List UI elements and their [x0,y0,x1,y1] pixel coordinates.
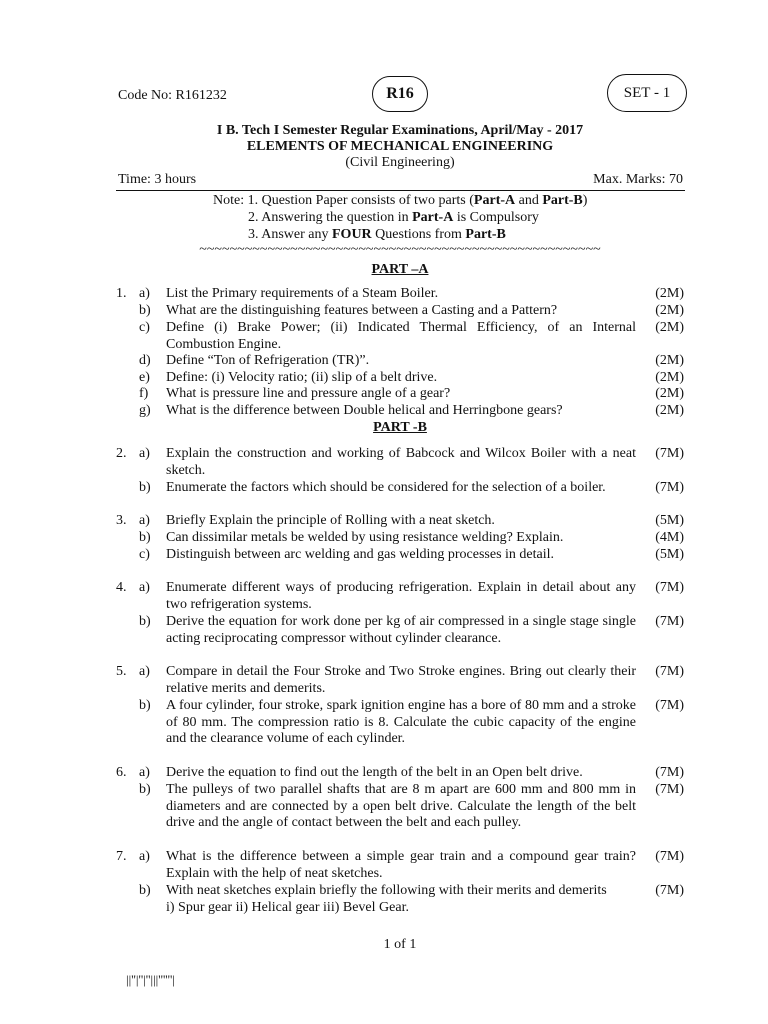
question-text: Define: (i) Velocity ratio; (ii) slip of a belt drive. [166,370,438,385]
question-number: 2. [116,446,127,461]
question-text: Briefly Explain the principle of Rolling with a neat sketch. [166,513,495,528]
question-marks: (7M) [655,883,684,898]
question-text: Explain the construction and working of Babcock and Wilcox Boiler with a neat sketch. [166,446,636,478]
sub-question-label: a) [139,580,150,595]
question-text: What is the difference between a simple gear train and a compound gear train? Explain with the help of neat sketches. [166,849,636,881]
note-line-1: Note: 1. Question Paper consists of two parts (Part-A and Part-B) [213,193,588,208]
question-marks: (2M) [655,303,684,318]
question-text: Compare in detail the Four Stroke and Two Stroke engines. Bring out clearly their relative merits and demerits. [166,664,636,696]
branch-title: (Civil Engineering) [345,155,455,170]
exam-duration: Time: 3 hours [118,172,197,187]
sub-question-label: a) [139,446,150,461]
sub-question-label: a) [139,765,150,780]
question-text: Enumerate the factors which should be considered for the selection of a boiler. [166,480,606,495]
note-line-2: 2. Answering the question in Part-A is Compulsory [248,210,539,225]
sub-question-label: b) [139,303,151,318]
sub-question-label: b) [139,883,151,898]
question-number: 6. [116,765,127,780]
tilde-separator: ~~~~~~~~~~~~~~~~~~~~~~~~~~~~~~~~~~~~~~~~~~~~~~~~~~~~~ [199,242,601,257]
question-marks: (7M) [655,580,684,595]
question-marks: (2M) [655,370,684,385]
page-number: 1 of 1 [383,937,417,952]
question-marks: (5M) [655,547,684,562]
question-text: What is the difference between Double helical and Herringbone gears? [166,403,563,418]
question-marks: (7M) [655,698,684,713]
question-text: With neat sketches explain briefly the following with their merits and demerits i) Spur gear ii) Helical gear iii) Bevel Gear. [166,883,607,915]
question-marks: (7M) [655,480,684,495]
set-badge: SET - 1 [607,74,687,112]
subject-title: ELEMENTS OF MECHANICAL ENGINEERING [246,139,554,154]
question-marks: (2M) [655,286,684,301]
question-text: Can dissimilar metals be welded by using resistance welding? Explain. [166,530,564,545]
question-marks: (2M) [655,403,684,418]
question-marks: (4M) [655,530,684,545]
question-marks: (7M) [655,765,684,780]
question-text: Derive the equation to find out the length of the belt in an Open belt drive. [166,765,583,780]
question-number: 3. [116,513,127,528]
question-text: The pulleys of two parallel shafts that are 8 m apart are 600 mm and 800 mm in diameters and are connected by a open belt drive. Calculate the length of the belt drive and the angle of contact between the belt and each pulley. [166,782,636,830]
sub-question-label: c) [139,547,150,562]
question-text: Enumerate different ways of producing refrigeration. Explain in detail about any two refrigeration systems. [166,580,636,612]
question-text: A four cylinder, four stroke, spark ignition engine has a bore of 80 mm and a stroke of 80 mm. The compression ratio is 8. Calculate the cubic capacity of the engine and the clearance volume of each cylinder. [166,698,636,746]
question-number: 7. [116,849,127,864]
sub-question-label: c) [139,320,150,335]
question-marks: (7M) [655,664,684,679]
question-marks: (7M) [655,782,684,797]
question-number: 4. [116,580,127,595]
question-text: Define (i) Brake Power; (ii) Indicated Thermal Efficiency, of an Internal Combustion Engine. [166,320,636,352]
question-marks: (2M) [655,320,684,335]
note-line-3: 3. Answer any FOUR Questions from Part-B [248,227,506,242]
question-marks: (7M) [655,446,684,461]
question-text: Derive the equation for work done per kg of air compressed in a single stage single acting reciprocating compressor without cylinder clearance. [166,614,636,646]
sub-question-label: a) [139,664,150,679]
question-marks: (2M) [655,353,684,368]
question-marks: (5M) [655,513,684,528]
exam-title: I B. Tech I Semester Regular Examinations, April/May - 2017 [216,123,584,138]
question-number: 1. [116,286,127,301]
sub-question-label: d) [139,353,151,368]
sub-question-label: e) [139,370,150,385]
question-text: Distinguish between arc welding and gas welding processes in detail. [166,547,555,562]
sub-question-label: b) [139,530,151,545]
sub-question-label: a) [139,513,150,528]
sub-question-label: b) [139,480,151,495]
sub-question-label: b) [139,698,151,713]
question-text: What are the distinguishing features between a Casting and a Pattern? [166,303,558,318]
question-text: List the Primary requirements of a Steam Boiler. [166,286,439,301]
question-number: 5. [116,664,127,679]
question-text: What is pressure line and pressure angle of a gear? [166,386,451,401]
question-text: Define “Ton of Refrigeration (TR)”. [166,353,370,368]
regulation-badge: R16 [372,76,428,112]
code-number: Code No: R161232 [118,88,227,103]
sub-question-label: f) [139,386,149,401]
question-marks: (7M) [655,849,684,864]
barcode: ||''|''|''|||''''''| [126,972,175,987]
part-a-heading: PART –A [371,262,429,277]
sub-question-label: a) [139,849,150,864]
part-b-heading: PART -B [373,420,427,435]
question-marks: (2M) [655,386,684,401]
max-marks: Max. Marks: 70 [593,172,683,187]
sub-question-label: a) [139,286,150,301]
sub-question-label: b) [139,614,151,629]
sub-question-label: g) [139,403,151,418]
question-marks: (7M) [655,614,684,629]
sub-question-label: b) [139,782,151,797]
